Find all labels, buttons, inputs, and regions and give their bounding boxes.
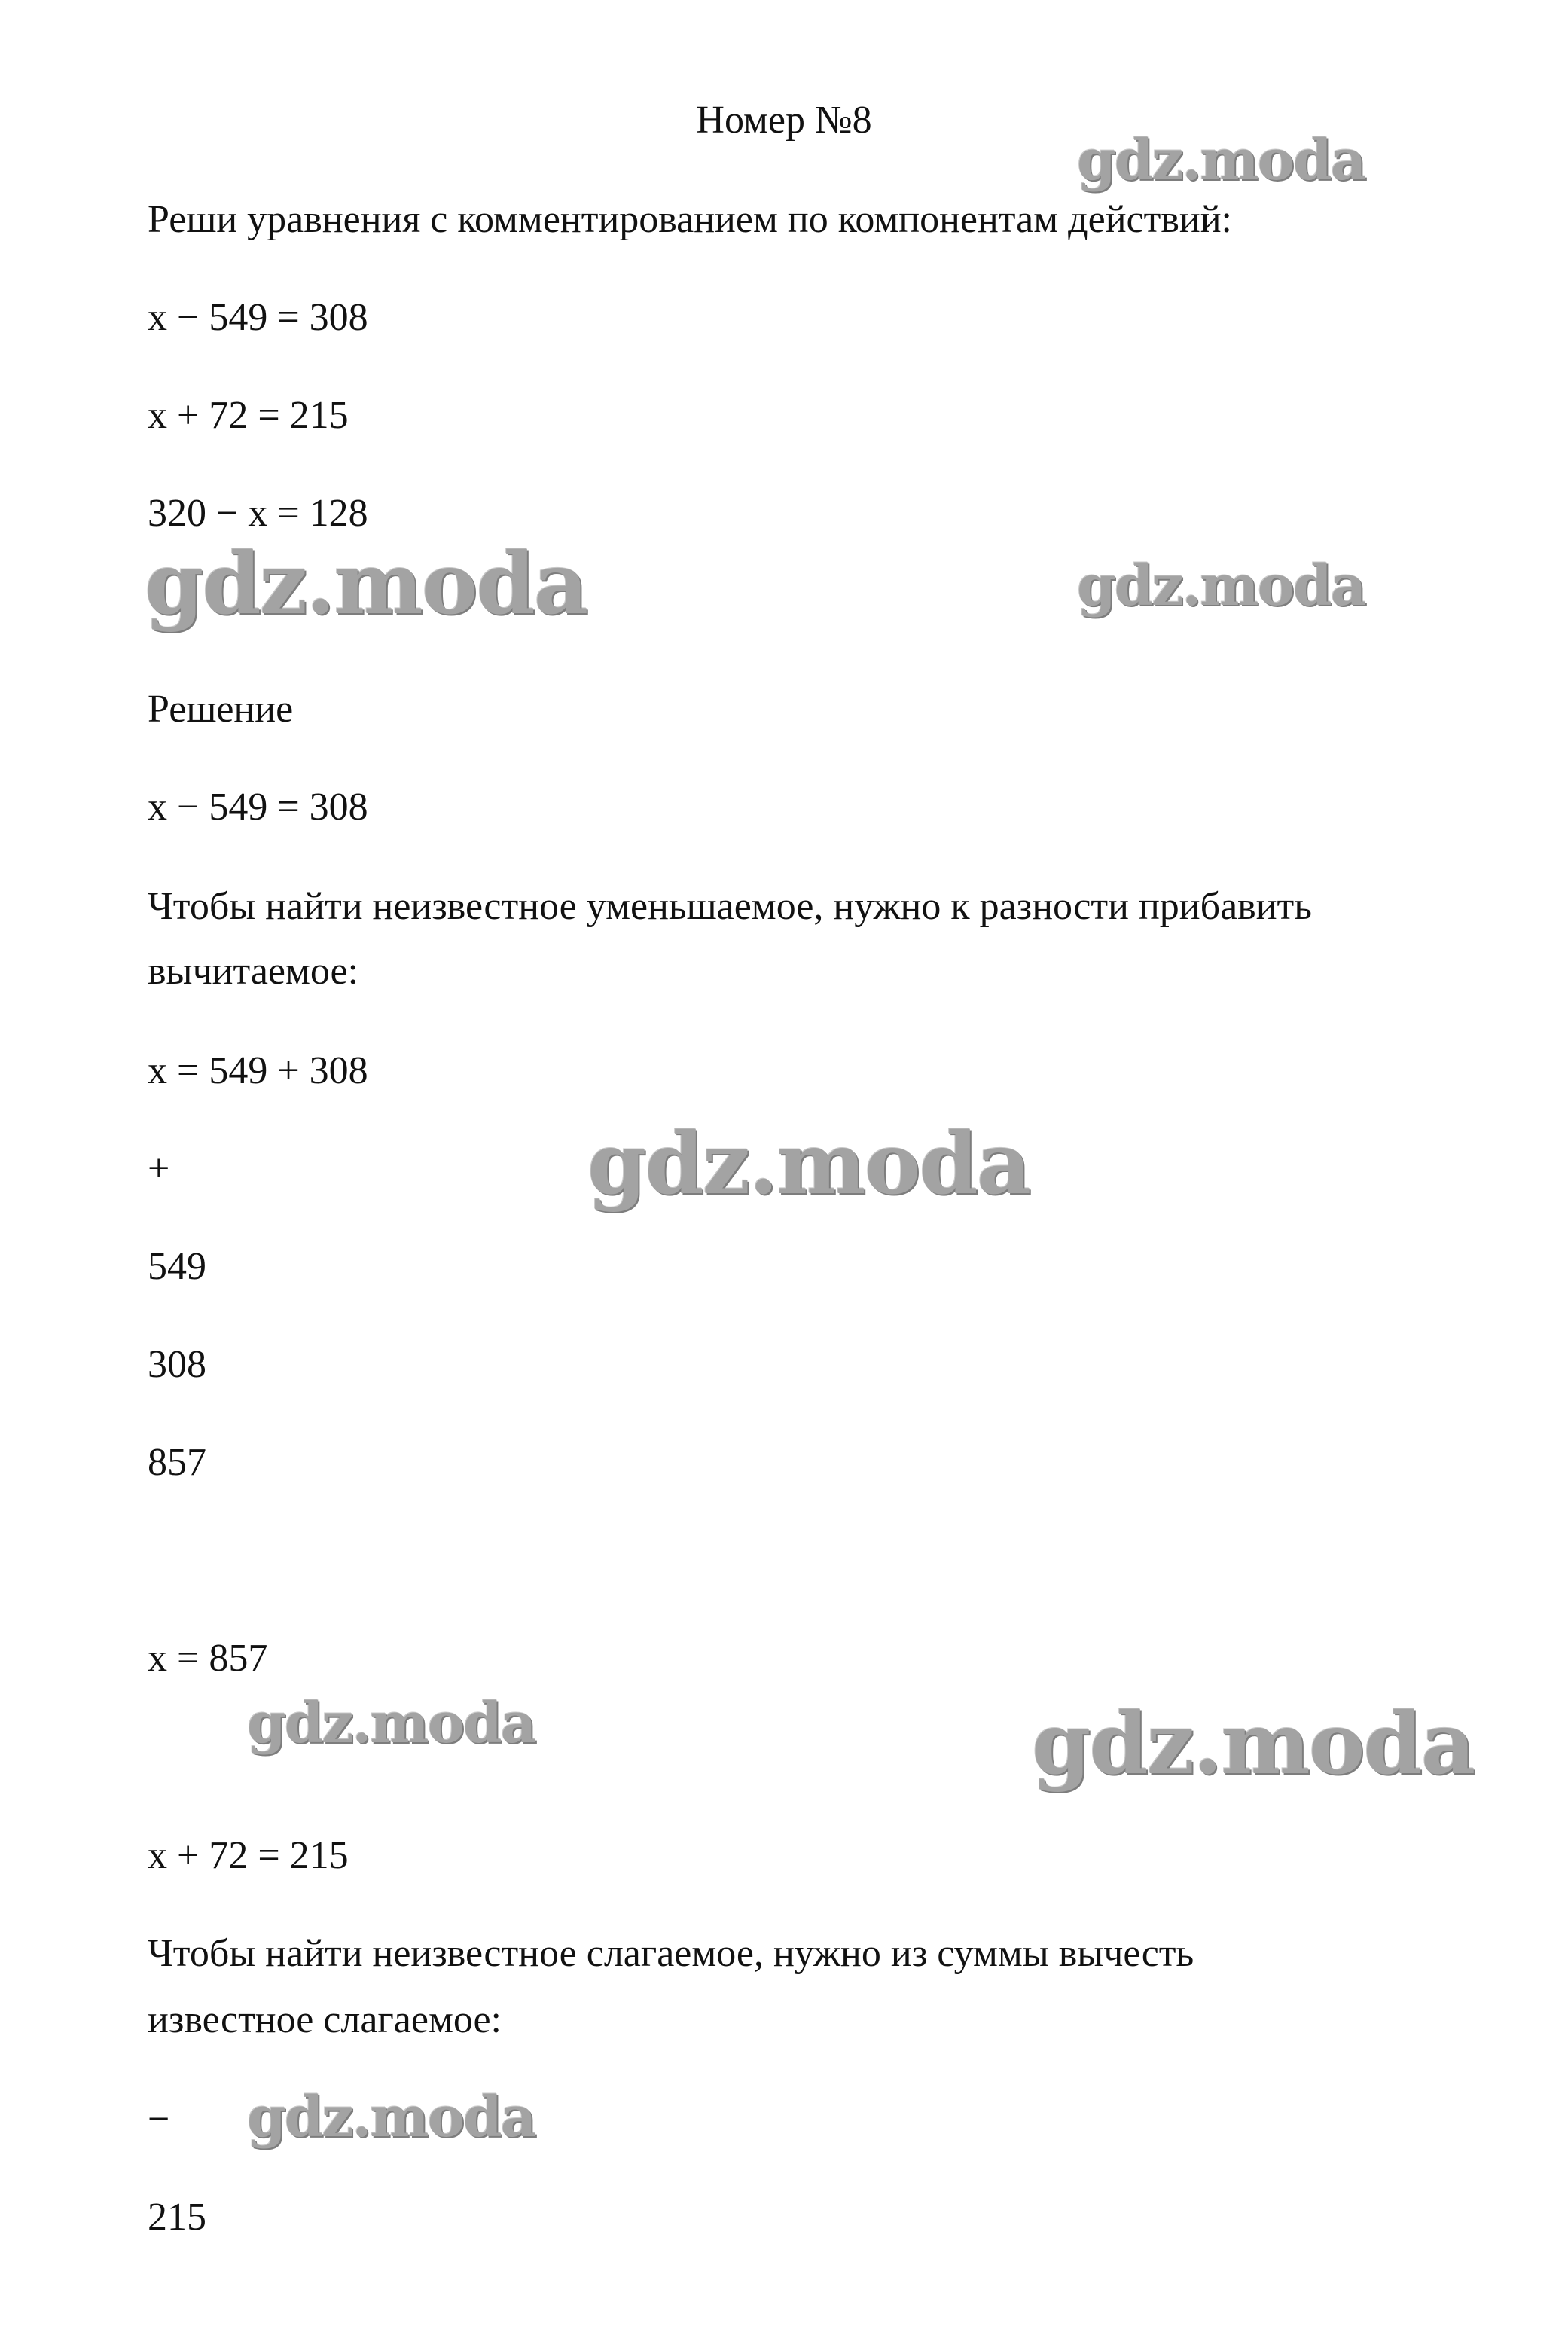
solution-heading: Решение xyxy=(148,688,294,731)
part1-rule-line1: Чтобы найти неизвестное уменьшаемое, нужно к разности прибавить xyxy=(148,885,1312,928)
part2-column-minuend: 215 xyxy=(148,2196,206,2239)
part2-column-sign: − xyxy=(148,2098,170,2141)
part2-rule-line2: известное слагаемое: xyxy=(148,1998,502,2041)
watermark-logo: gdz.moda xyxy=(587,1115,1030,1213)
watermark-logo: gdz.moda xyxy=(145,535,587,633)
part1-rule-line2: вычитаемое: xyxy=(148,950,359,993)
task-equation-2: x + 72 = 215 xyxy=(148,394,349,437)
watermark-logo: gdz.moda xyxy=(1077,128,1365,193)
watermark-logo: gdz.moda xyxy=(1032,1695,1475,1793)
page-title: Номер №8 xyxy=(696,99,872,142)
part2-rule-line1: Чтобы найти неизвестное слагаемое, нужно из суммы вычесть xyxy=(148,1932,1194,1975)
task-equation-1: x − 549 = 308 xyxy=(148,296,368,339)
part2-equation: x + 72 = 215 xyxy=(148,1834,349,1877)
part1-answer: x = 857 xyxy=(148,1637,268,1680)
part1-step: x = 549 + 308 xyxy=(148,1049,368,1092)
watermark-logo: gdz.moda xyxy=(247,2085,535,2150)
part1-equation: x − 549 = 308 xyxy=(148,786,368,829)
watermark-logo: gdz.moda xyxy=(247,1691,535,1756)
watermark-logo: gdz.moda xyxy=(1077,554,1365,618)
part1-column-sign: + xyxy=(148,1147,170,1190)
part1-column-addend-1: 549 xyxy=(148,1245,206,1288)
part1-column-sum: 857 xyxy=(148,1441,206,1484)
task-statement: Реши уравнения с комментированием по компонентам действий: xyxy=(148,198,1232,241)
part1-column-addend-2: 308 xyxy=(148,1343,206,1386)
task-equation-3: 320 − x = 128 xyxy=(148,492,368,535)
